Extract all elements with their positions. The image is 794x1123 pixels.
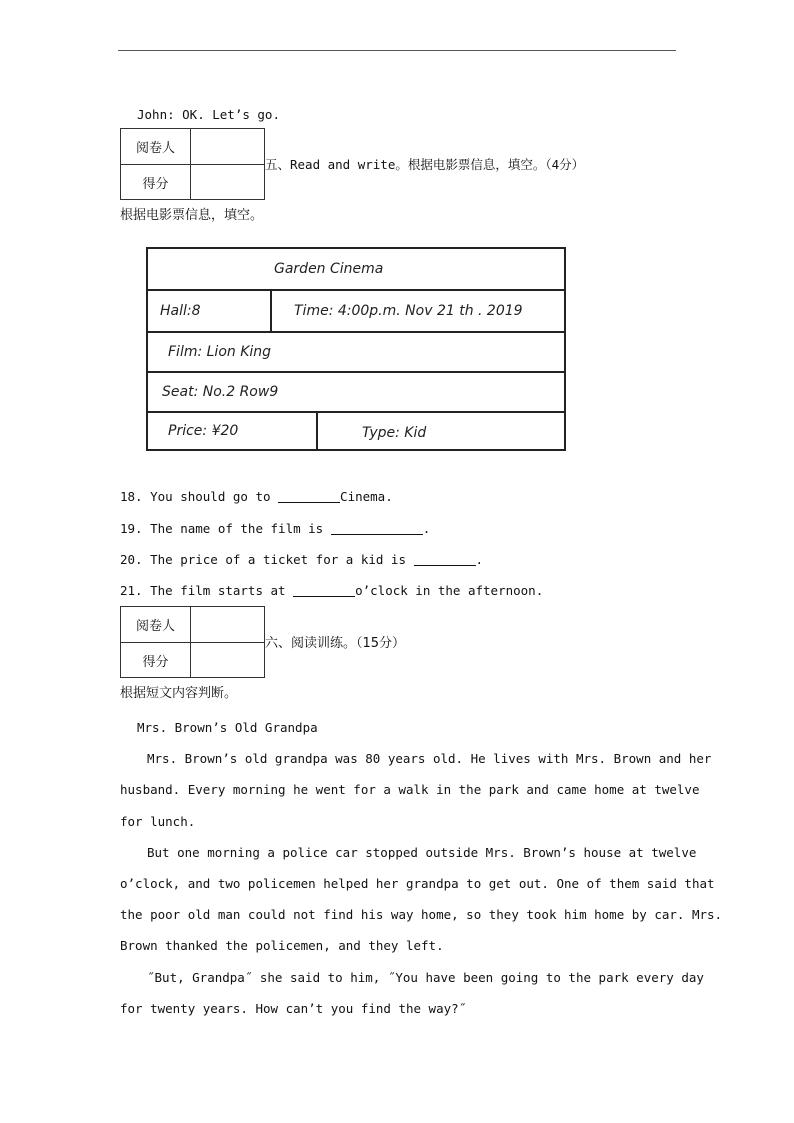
answer-blank[interactable]	[331, 522, 423, 535]
section5-title: 五、Read and write。根据电影票信息，填空。（4分）	[265, 157, 585, 172]
section6-instruction: 根据短文内容判断。	[120, 686, 238, 701]
score-row	[121, 643, 264, 678]
reviewer-label: 阅卷人	[121, 607, 191, 642]
question-text: 18. You should go to	[120, 489, 279, 504]
passage-line: for twenty years. How can’t you find the way?˝	[120, 1001, 467, 1016]
ticket-price-type-row	[148, 413, 564, 449]
reviewer-row	[121, 129, 264, 165]
cinema-ticket	[146, 247, 566, 451]
score-label: 得分	[121, 643, 191, 678]
section5-instruction: 根据电影票信息，填空。	[120, 208, 264, 223]
score-row	[121, 165, 264, 200]
reviewer-label: 阅卷人	[121, 129, 191, 164]
passage-line: o’clock, and two policemen helped her grandpa to get out. One of them said that	[120, 876, 715, 891]
passage-line: husband. Every morning he went for a walk in the park and came home at twelve	[120, 782, 700, 797]
passage-line: Brown thanked the policemen, and they left.	[120, 938, 444, 953]
reviewer-field[interactable]	[191, 607, 264, 642]
header-rule	[118, 50, 676, 51]
ticket-hall-time-row	[148, 291, 564, 333]
ticket-hall: Hall:8	[160, 303, 201, 319]
score-field[interactable]	[191, 643, 264, 678]
passage-line: ˝But, Grandpa˝ she said to him, ˝You have been going to the park every day	[147, 970, 704, 985]
passage-line: But one morning a police car stopped outside Mrs. Brown’s house at twelve	[147, 845, 697, 860]
ticket-type: Type: Kid	[362, 425, 427, 441]
question-text: Cinema.	[340, 489, 393, 504]
question-20	[120, 552, 483, 568]
score-box	[120, 606, 265, 678]
reviewer-row	[121, 607, 264, 643]
question-text: .	[475, 552, 484, 567]
answer-blank[interactable]	[414, 553, 476, 566]
dialog-line: John: OK. Let’s go.	[137, 107, 280, 122]
question-text: 19. The name of the film is	[120, 521, 331, 536]
question-text: 20. The price of a ticket for a kid is	[120, 552, 414, 567]
passage-line: for lunch.	[120, 814, 196, 829]
ticket-header-row	[148, 249, 564, 291]
ticket-seat: Seat: No.2 Row9	[162, 384, 279, 400]
ticket-film-row	[148, 333, 564, 373]
passage-line: the poor old man could not find his way home, so they took him home by car. Mrs.	[120, 907, 723, 922]
answer-blank[interactable]	[293, 584, 355, 597]
score-label: 得分	[121, 165, 191, 200]
ticket-film: Film: Lion King	[168, 344, 272, 360]
question-text: 21. The film starts at	[120, 583, 294, 598]
ticket-price: Price: ¥20	[168, 423, 239, 439]
passage-title: Mrs. Brown’s Old Grandpa	[137, 720, 318, 735]
question-18	[120, 489, 393, 505]
score-field[interactable]	[191, 165, 264, 200]
reviewer-field[interactable]	[191, 129, 264, 164]
section6-title: 六、阅读训练。（15分）	[265, 636, 406, 651]
ticket-seat-row	[148, 373, 564, 413]
passage-line: Mrs. Brown’s old grandpa was 80 years old. He lives with Mrs. Brown and her	[147, 751, 712, 766]
question-21	[120, 583, 543, 599]
ticket-divider	[270, 291, 272, 331]
question-text: .	[422, 521, 431, 536]
score-box	[120, 128, 265, 200]
ticket-cinema: Garden Cinema	[274, 261, 384, 277]
ticket-divider	[316, 413, 318, 449]
question-19	[120, 521, 430, 537]
answer-blank[interactable]	[278, 490, 340, 503]
question-text: o’clock in the afternoon.	[355, 583, 544, 598]
ticket-time: Time: 4:00p.m. Nov 21 th . 2019	[294, 303, 523, 319]
